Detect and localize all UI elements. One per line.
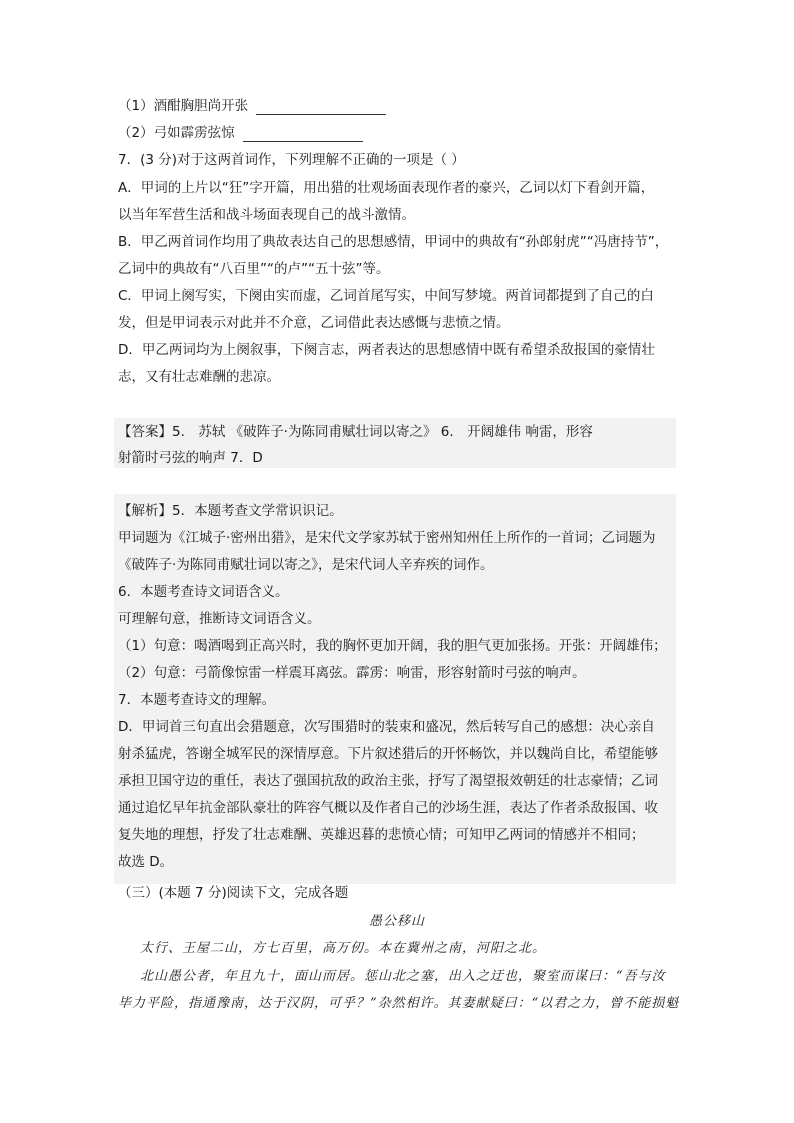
analysis-line: （1）句意：喝酒喝到正高兴时，我的胸怀更加开阔，我的胆气更加张扬。开张：开阔雄伟； xyxy=(118,638,667,654)
option-a-line2: 以当年军营生活和战斗场面表现自己的战斗激情。 xyxy=(118,207,415,223)
answer-blank-1[interactable] xyxy=(256,100,386,115)
fill-item-1 xyxy=(118,97,386,115)
analysis-line: 故选 D。 xyxy=(118,854,174,870)
option-a-line1: A．甲词的上片以“狂”字开篇，用出猎的壮观场面表现作者的豪兴，乙词以灯下看剑开篇， xyxy=(118,180,655,196)
option-d-line1: D．甲乙两词均为上阕叙事，下阕言志，两者表达的思想感情中既有希望杀敌报国的豪情壮 xyxy=(118,342,655,358)
answer-line2: 射箭时弓弦的响声 7．D xyxy=(118,450,263,466)
passage-line: 北山愚公者，年且九十，面山而居。惩山北之塞，出入之迂也，聚室而谋曰：“吾与汝 xyxy=(140,969,666,984)
section-3-heading: （三）(本题 7 分)阅读下文，完成各题 xyxy=(118,885,349,901)
analysis-line: 可理解句意，推断诗文词语含义。 xyxy=(118,611,321,627)
fill-item-1-text: （1）酒酣胸胆尚开张 xyxy=(118,98,249,114)
analysis-line: 甲词题为《江城子·密州出猎》，是宋代文学家苏轼于密州知州任上所作的一首词；乙词题为 xyxy=(118,530,656,546)
passage-line: 毕力平险，指通豫南，达于汉阴，可乎？”杂然相许。其妻献疑曰：“以君之力，曾不能损魁 xyxy=(118,996,680,1011)
analysis-line: （2）句意：弓箭像惊雷一样震耳离弦。霹雳：响雷，形容射箭时弓弦的响声。 xyxy=(118,665,586,681)
option-c-line1: C．甲词上阕写实，下阕由实而虚，乙词首尾写实，中间写梦境。两首词都提到了自己的白 xyxy=(118,288,654,304)
analysis-line: 复失地的理想，抒发了壮志难酬、英雄迟暮的悲愤心情；可知甲乙两词的情感并不相同； xyxy=(118,827,645,843)
analysis-line: 《破阵子·为陈同甫赋壮词以寄之》，是宋代词人辛弃疾的词作。 xyxy=(118,557,494,573)
answer-blank-2[interactable] xyxy=(243,127,363,142)
analysis-line: D．甲词首三句直出会猎题意，次写围猎时的装束和盛况，然后转写自己的感想：决心亲自 xyxy=(118,719,655,735)
fill-item-2 xyxy=(118,124,363,142)
analysis-line: 承担卫国守边的重任，表达了强国抗敌的政治主张，抒写了渴望报效朝廷的壮志豪情；乙词 xyxy=(118,773,658,789)
answer-line1: 【答案】5． 苏轼 《破阵子·为陈同甫赋壮词以寄之》 6． 开阔雄伟 响雷，形容 xyxy=(118,424,593,440)
passage-title: 愚公移山 xyxy=(368,914,425,929)
analysis-line: 通过追忆早年抗金部队豪壮的阵容气概以及作者自己的沙场生涯，表达了作者杀敌报国、收 xyxy=(118,800,658,816)
passage-line: 太行、王屋二山，方七百里，高万仞。本在冀州之南，河阳之北。 xyxy=(140,941,547,956)
option-d-line2: 志，又有壮志难酬的悲凉。 xyxy=(118,369,280,385)
analysis-line: 6．本题考查诗文词语含义。 xyxy=(118,584,289,600)
option-b-line1: B．甲乙两首词作均用了典故表达自己的思想感情，甲词中的典故有“孙郎射虎”“冯唐持节”， xyxy=(118,234,669,250)
analysis-line: 【解析】5．本题考查文学常识识记。 xyxy=(118,503,343,519)
option-b-line2: 乙词中的典故有“八百里”“的卢”“五十弦”等。 xyxy=(118,261,390,277)
analysis-line: 7．本题考查诗文的理解。 xyxy=(118,692,276,708)
analysis-line: 射杀猛虎，答谢全城军民的深情厚意。下片叙述猎后的开怀畅饮，并以魏尚自比，希望能够 xyxy=(118,746,658,762)
fill-item-2-text: （2）弓如霹雳弦惊 xyxy=(118,125,235,141)
option-c-line2: 发，但是甲词表示对此并不介意，乙词借此表达感慨与悲愤之情。 xyxy=(118,315,510,331)
question-7: 7．(3 分)对于这两首词作，下列理解不正确的一项是（ ） xyxy=(118,152,465,168)
